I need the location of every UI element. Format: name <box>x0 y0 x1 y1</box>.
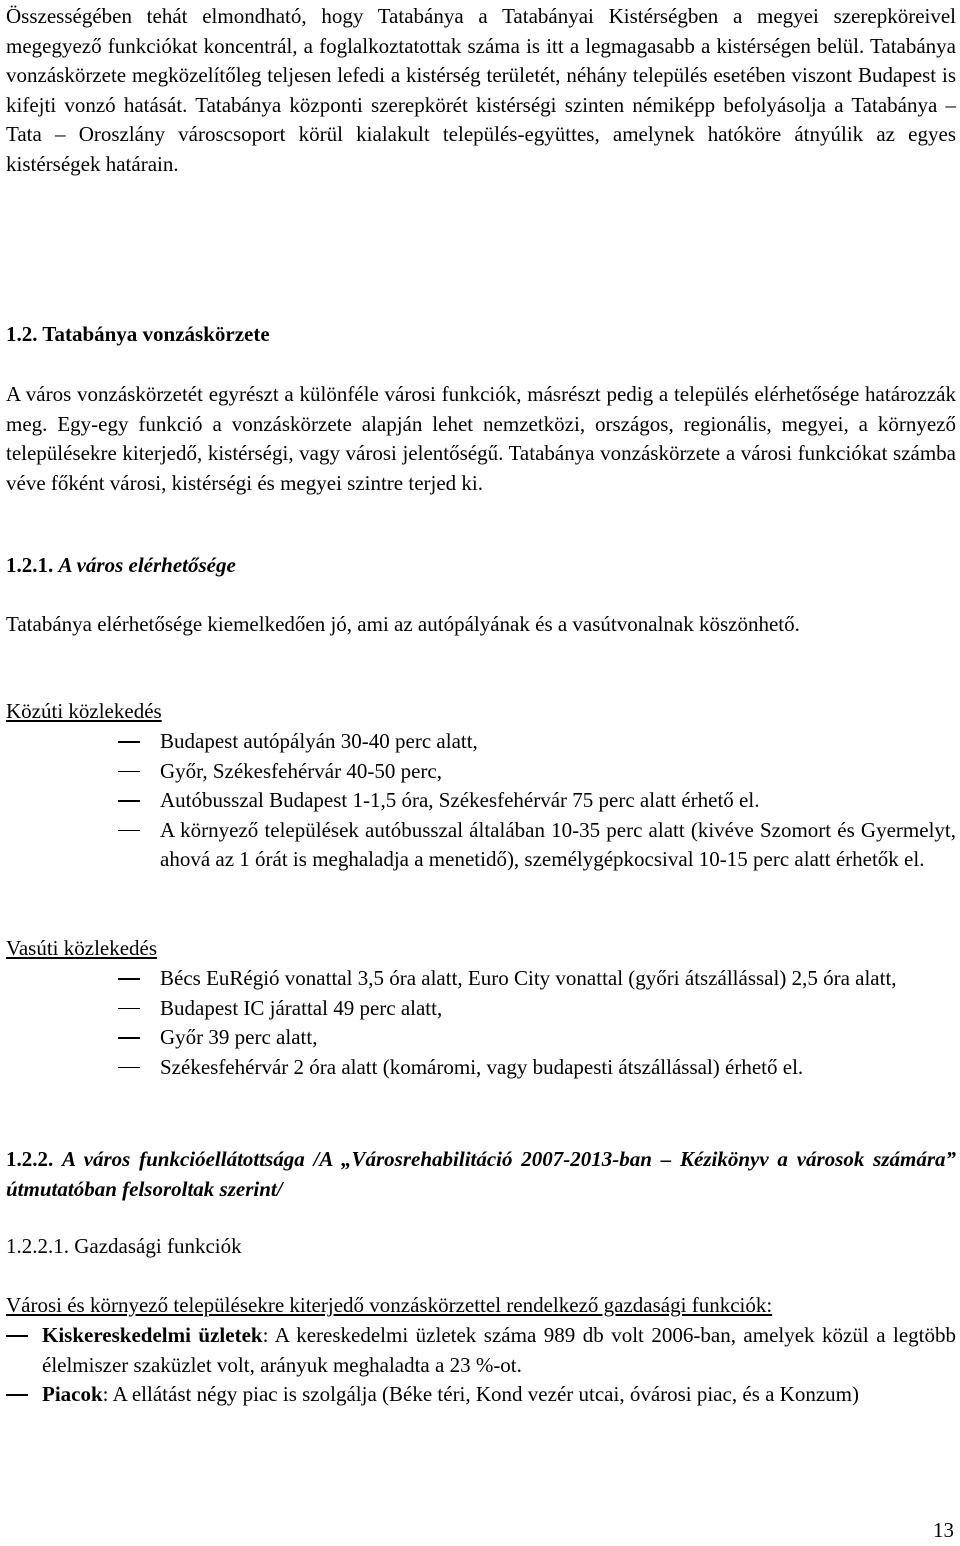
heading-1-2-2-number: 1.2.2. <box>6 1147 54 1171</box>
heading-1-2-2 <box>6 1145 956 1204</box>
dash-bullet-icon <box>6 1394 28 1396</box>
dash-bullet-icon <box>118 1067 140 1069</box>
page-number: 13 <box>933 1518 954 1542</box>
dash-bullet-icon <box>118 800 140 802</box>
heading-1-2-1-title: A város elérhetősége <box>58 553 236 577</box>
list-item: Budapest IC járattal 49 perc alatt, <box>6 994 956 1024</box>
paragraph-vonzaskorzet: A város vonzáskörzetét egyrészt a különféle városi funkciók, másrészt pedig a település elérhetősége határozzák meg. Egy-egy funkció a vonzáskörzete alapján lehet nemzetközi, országos, regionális, megyei, a környező településekre kiterjedő, kistérségi, vagy városi jelentőségű. Tatabánya vonzáskörzete a városi funkciókat számba véve főként városi, kistérségi és megyei szintre terjed ki. <box>6 382 956 495</box>
rail-transport-list <box>6 964 956 1082</box>
heading-1-2-2-title: A város funkcióellátottsága /A „Városrehabilitáció 2007-2013-ban – Kézikönyv a városok számára” útmutatóban felsoroltak szerint/ <box>6 1147 956 1201</box>
dash-bullet-icon <box>118 771 140 773</box>
list-item: Autóbusszal Budapest 1-1,5 óra, Székesfehérvár 75 perc alatt érhető el. <box>6 786 956 816</box>
road-transport-title: Közúti közlekedés <box>6 699 162 723</box>
list-item: Bécs EuRégió vonattal 3,5 óra alatt, Euro City vonattal (győri átszállással) 2,5 óra alatt, <box>6 964 956 994</box>
dash-bullet-icon <box>118 741 140 743</box>
dash-bullet-icon <box>118 830 140 832</box>
heading-1-2: 1.2. Tatabánya vonzáskörzete <box>6 322 270 346</box>
list-item: Kiskereskedelmi üzletek: A kereskedelmi üzletek száma 989 db volt 2006-ban, amelyek közül a legtöbb élelmiszer szaküzlet volt, arányuk meghaladta a 23 %-ot. <box>6 1321 956 1380</box>
list-item: Győr 39 perc alatt, <box>6 1023 956 1053</box>
dash-bullet-icon <box>118 1037 140 1039</box>
heading-1-2-2-1: 1.2.2.1. Gazdasági funkciók <box>6 1234 242 1258</box>
heading-1-2-1 <box>6 551 956 581</box>
list-item: Székesfehérvár 2 óra alatt (komáromi, vagy budapesti átszállással) érhető el. <box>6 1053 956 1083</box>
paragraph-summary: Összességében tehát elmondható, hogy Tatabánya a Tatabányai Kistérségben a megyei szerepköreivel megegyező funkciókat koncentrál, a foglalkoztatottak száma is itt a legmagasabb a kistérségen belül. Tatabánya vonzáskörzete megközelítőleg teljesen lefedi a kistérség területét, néhány település esetében viszont Budapest is kifejti vonzó hatását. Tatabánya központi szerepkörét kistérségi szinten némiképp befolyásolja a Tatabánya – Tata – Oroszlány városcsoport körül kialakult település-együttes, amelynek hatóköre átnyúlik az egyes kistérségek határain. <box>6 4 956 176</box>
dash-bullet-icon <box>6 1335 28 1337</box>
list-item: Győr, Székesfehérvár 40-50 perc, <box>6 757 956 787</box>
economic-functions-title: Városi és környező településekre kiterjedő vonzáskörzettel rendelkező gazdasági funkciók: <box>6 1293 773 1317</box>
economic-functions-list <box>6 1321 956 1410</box>
heading-1-2-1-number: 1.2.1. <box>6 553 54 577</box>
rail-transport-title: Vasúti közlekedés <box>6 936 158 960</box>
list-item: Budapest autópályán 30-40 perc alatt, <box>6 727 956 757</box>
dash-bullet-icon <box>118 978 140 980</box>
dash-bullet-icon <box>118 1008 140 1010</box>
road-transport-list <box>6 727 956 875</box>
list-item: Piacok: A ellátást négy piac is szolgálja (Béke téri, Kond vezér utcai, óvárosi piac, és a Konzum) <box>6 1380 956 1410</box>
list-item: A környező települések autóbusszal általában 10-35 perc alatt (kivéve Szomort és Gyermelyt, ahová az 1 órát is meghaladja a menetidő), személygépkocsival 10-15 perc alatt érhetők el. <box>6 816 956 875</box>
paragraph-elerhetoseg: Tatabánya elérhetősége kiemelkedően jó, ami az autópályának és a vasútvonalnak köszönhető. <box>6 612 800 636</box>
